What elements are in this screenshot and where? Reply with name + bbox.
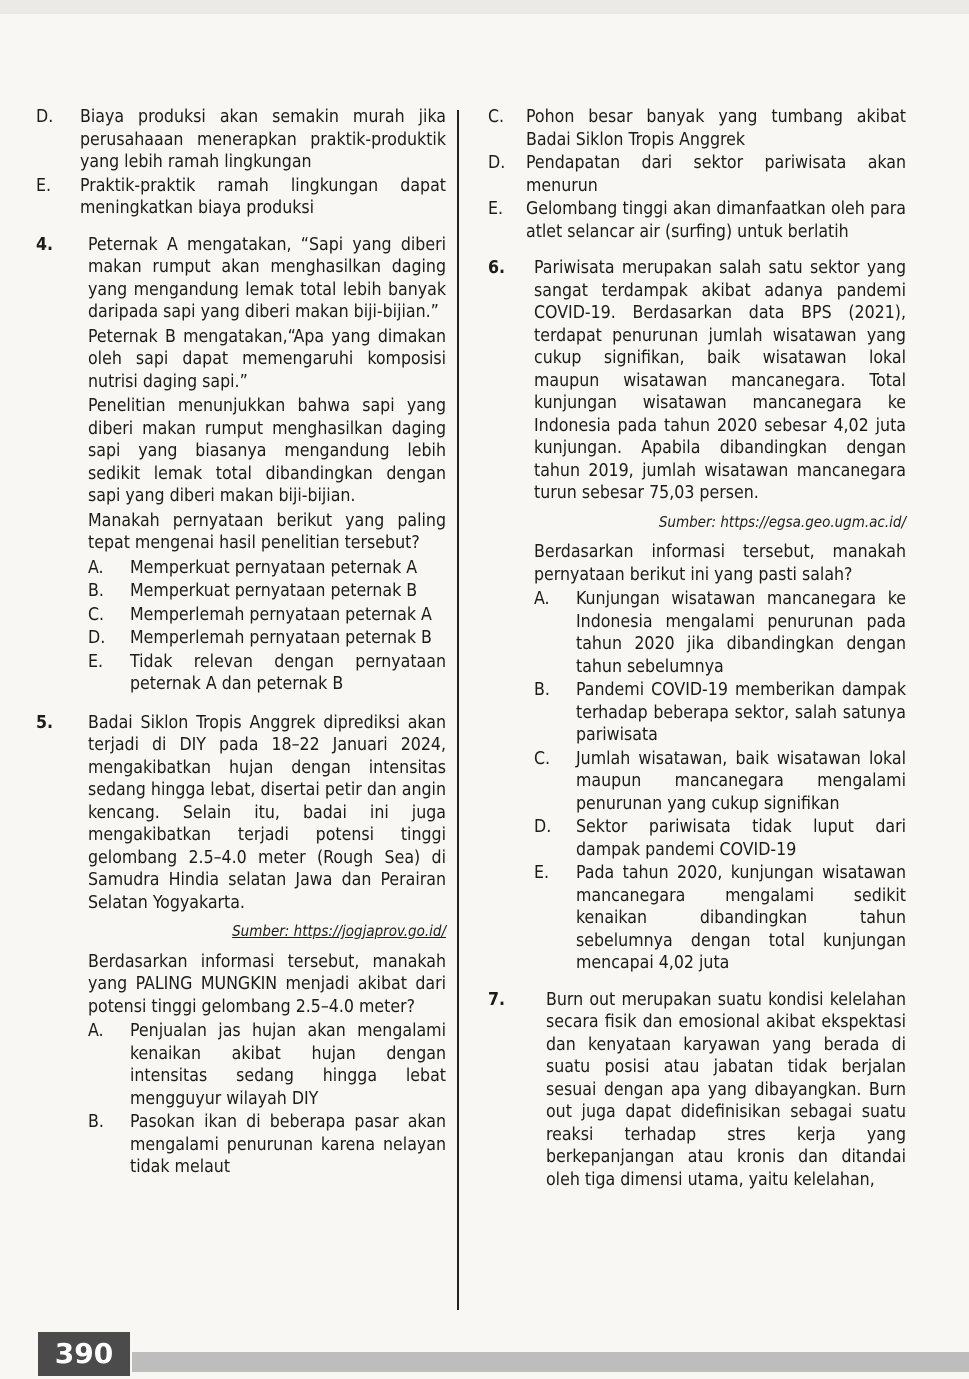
option-text: Pada tahun 2020, kunjungan wisatawan mancanegara mengalami sedikit kenaikan dibandingkan tahun sebelumnya dengan total kunjungan mencapai 4,02 juta xyxy=(576,863,906,973)
option-letter: E. xyxy=(488,199,504,219)
question-5-prompt: Berdasarkan informasi tersebut, manakah yang PALING MUNGKIN menjadi akibat dari potensi tinggi gelombang 2.5–4.0 meter? xyxy=(88,951,446,1017)
option-text: Memperkuat pernyataan peternak A xyxy=(130,557,418,578)
option-text: Memperkuat pernyataan peternak B xyxy=(130,581,418,601)
question-5-passage: Badai Siklon Tropis Anggrek diprediksi akan terjadi di DIY pada 18–22 Januari 2024, mengakibatkan hujan dengan intensitas sedang hingga lebat, disertai petir dan angin kencang. Selain itu, badai ini juga mengakibatkan terjadi potensi tinggi gelombang 2.5–4.0 meter (Rough Sea) di Samudra Hindia selatan Jawa dan Perairan Selatan Yogyakarta. xyxy=(88,712,446,913)
option-text: Jumlah wisatawan, baik wisatawan lokal maupun mancanegara mengalami penurunan yang cukup signifikan xyxy=(576,748,906,814)
question-6 xyxy=(488,257,906,975)
option-text: Praktik-praktik ramah lingkungan dapat meningkatkan biaya produksi xyxy=(80,175,446,218)
option-letter: E. xyxy=(88,651,104,672)
left-column xyxy=(36,106,446,1180)
option-letter: E. xyxy=(36,175,52,196)
q4-option-c[interactable] xyxy=(88,604,446,627)
option-letter: C. xyxy=(488,107,505,127)
q6-option-e[interactable] xyxy=(534,862,906,975)
q3-option-d[interactable] xyxy=(36,106,446,174)
option-text: Gelombang tinggi akan dimanfaatkan oleh para atlet selancar air (surfing) untuk berlatih xyxy=(526,199,906,242)
question-6-source: Sumber: https://egsa.geo.ugm.ac.id/ xyxy=(658,512,906,531)
option-text: Sektor pariwisata tidak luput dari dampak pandemi COVID-19 xyxy=(576,817,906,860)
q6-option-b[interactable] xyxy=(534,679,906,747)
question-number: 4. xyxy=(36,234,54,255)
option-text: Penjualan jas hujan akan mengalami kenaikan akibat hujan dengan intensitas sedang hingga lebat mengguyur wilayah DIY xyxy=(130,1021,446,1109)
option-letter: A. xyxy=(88,557,104,578)
question-7 xyxy=(488,989,906,1192)
q5-option-a[interactable] xyxy=(88,1020,446,1110)
option-text: Tidak relevan dengan pernyataan peternak A dan peternak B xyxy=(130,651,446,694)
q4-option-a[interactable] xyxy=(88,557,446,580)
page-number: 390 xyxy=(38,1332,130,1376)
option-text: Pohon besar banyak yang tumbang akibat Badai Siklon Tropis Anggrek xyxy=(526,107,906,150)
option-letter: A. xyxy=(88,1021,104,1041)
option-text: Pandemi COVID-19 memberikan dampak terhadap beberapa sektor, salah satunya pariwisata xyxy=(576,680,906,745)
option-letter: B. xyxy=(88,581,104,601)
right-column xyxy=(488,106,906,1193)
option-letter: E. xyxy=(534,863,550,883)
option-letter: D. xyxy=(36,107,54,127)
question-4-statement-a: Peternak A mengatakan, “Sapi yang diberi makan rumput akan menghasilkan daging yang mengandung lemak total lebih banyak daripada sapi yang diberi makan biji-bijian.” xyxy=(88,234,446,322)
question-4-research: Penelitian menunjukkan bahwa sapi yang diberi makan rumput menghasilkan daging sapi yang biasanya mengandung lebih sedikit lemak total dibandingkan dengan sapi yang diberi makan biji-bijian. xyxy=(88,396,446,506)
q6-option-d[interactable] xyxy=(534,816,906,861)
question-7-passage: Burn out merupakan suatu kondisi kelelahan secara fisik dan emosional akibat ekspektasi dan kenyataan karyawan yang berada di suatu posisi atau jabatan tidak berjalan sesuai dengan apa yang dibayangkan. Burn out juga dapat didefinisikan sebagai suatu reaksi terhadap stres kerja yang berkepanjangan atau kronis dan ditandai oleh tiga dimensi utama, yaitu kelelahan, xyxy=(546,989,906,1190)
question-4 xyxy=(36,234,446,696)
option-letter: B. xyxy=(88,1112,104,1132)
question-4-prompt: Manakah pernyataan berikut yang paling tepat mengenai hasil penelitian tersebut? xyxy=(88,510,446,553)
option-text: Memperlemah pernyataan peternak B xyxy=(130,628,432,648)
q4-option-d[interactable] xyxy=(88,627,446,650)
option-text: Memperlemah pernyataan peternak A xyxy=(130,604,432,625)
option-letter: B. xyxy=(534,680,550,700)
option-letter: C. xyxy=(534,748,551,769)
option-letter: D. xyxy=(488,153,506,173)
option-text: Kunjungan wisatawan mancanegara ke Indonesia mengalami penurunan pada tahun 2020 jika dibandingkan dengan tahun sebelumnya xyxy=(576,589,906,677)
question-5-source xyxy=(88,920,446,943)
q6-option-c[interactable] xyxy=(534,748,906,816)
question-5 xyxy=(36,712,446,1179)
question-6-prompt: Berdasarkan informasi tersebut, manakah pernyataan berikut ini yang pasti salah? xyxy=(534,542,906,585)
question-number: 5. xyxy=(36,712,54,733)
option-letter: D. xyxy=(534,817,552,837)
q6-option-a[interactable] xyxy=(534,588,906,678)
question-4-statement-b: Peternak B mengatakan,“Apa yang dimakan oleh sapi dapat memengaruhi komposisi nutrisi daging sapi.” xyxy=(88,326,446,392)
question-number: 6. xyxy=(488,258,506,278)
option-text: Pendapatan dari sektor pariwisata akan menurun xyxy=(526,153,906,196)
book-page xyxy=(0,14,969,1379)
option-text: Biaya produksi akan semakin murah jika perusahaaan menerapkan praktik-produktik yang lebih ramah lingkungan xyxy=(80,107,446,172)
q4-option-e[interactable] xyxy=(88,651,446,696)
q5-option-b[interactable] xyxy=(88,1111,446,1179)
q3-option-e[interactable] xyxy=(36,175,446,220)
q5-option-c[interactable] xyxy=(488,106,906,151)
option-text: Pasokan ikan di beberapa pasar akan mengalami penurunan karena nelayan tidak melaut xyxy=(130,1112,446,1177)
q5-option-e[interactable] xyxy=(488,198,906,243)
question-6-passage: Pariwisata merupakan salah satu sektor yang sangat terdampak akibat adanya pandemi COVID-19. Berdasarkan data BPS (2021), terdapat penurunan jumlah wisatawan yang cukup signifikan, baik wisatawan lokal maupun wisatawan mancanegara. Total kunjungan wisatawan mancanegara ke Indonesia pada tahun 2020 sebesar 4,02 juta kunjungan. Apabila dibandingkan dengan tahun 2019, jumlah wisatawan mancanegara turun sebesar 75,03 persen. xyxy=(534,258,906,503)
footer-strip xyxy=(132,1352,969,1372)
option-letter: C. xyxy=(88,604,105,625)
question-number: 7. xyxy=(488,989,506,1010)
source-link[interactable]: Sumber: https://jogjaprov.go.id/ xyxy=(232,922,446,940)
column-divider xyxy=(457,110,459,1310)
q4-option-b[interactable] xyxy=(88,580,446,603)
q5-option-d[interactable] xyxy=(488,152,906,197)
option-letter: D. xyxy=(88,628,106,648)
option-letter: A. xyxy=(534,589,550,609)
